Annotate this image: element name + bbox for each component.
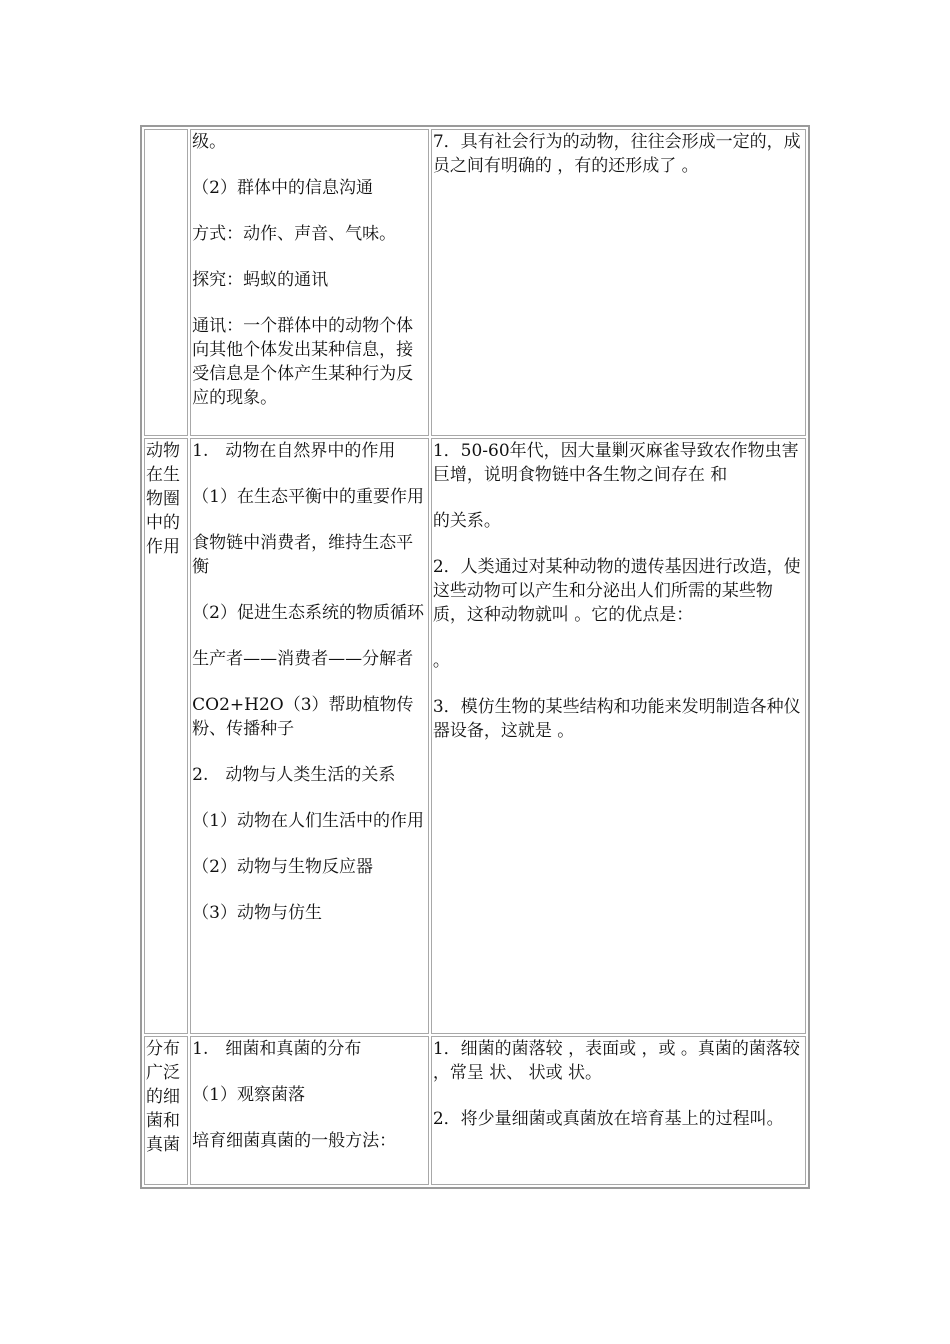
exercise-line: 1．细菌的菌落较 ，表面或 ，或 。真菌的菌落较 ，常呈 状、 状或 状。 bbox=[432, 1039, 800, 1083]
content-line: 级。 bbox=[192, 132, 227, 152]
exercise-line: 2．将少量细菌或真菌放在培育基上的过程叫。 bbox=[432, 1109, 784, 1129]
topic-cell: 分布广泛的细菌和真菌 bbox=[144, 1036, 188, 1185]
content-line: （1）在生态平衡中的重要作用 bbox=[192, 487, 424, 507]
content-line: 2. 动物与人类生活的关系 bbox=[192, 765, 396, 785]
content-line: （1）动物在人们生活中的作用 bbox=[192, 811, 424, 831]
exercise-line: 7．具有社会行为的动物，往往会形成一定的，成员之间有明确的 ，有的还形成了 。 bbox=[432, 132, 801, 176]
exercise-line: 3．模仿生物的某些结构和功能来发明制造各种仪器设备，这就是 。 bbox=[432, 697, 801, 741]
exercise-cell bbox=[431, 1036, 806, 1185]
table-row bbox=[144, 129, 806, 436]
content-line: （2）动物与生物反应器 bbox=[192, 857, 373, 877]
exercise-line: 的关系。 bbox=[432, 511, 501, 531]
content-line: 1. 动物在自然界中的作用 bbox=[192, 441, 396, 461]
topic-cell: 动物在生物圈中的作用 bbox=[144, 438, 188, 1034]
content-line: （2）群体中的信息沟通 bbox=[192, 178, 373, 198]
content-line: 生产者——消费者——分解者 bbox=[192, 649, 414, 669]
notes-table bbox=[140, 125, 810, 1189]
content-line: 1. 细菌和真菌的分布 bbox=[192, 1039, 362, 1059]
content-line: 通讯：一个群体中的动物个体向其他个体发出某种信息，接受信息是个体产生某种行为反应的现象。 bbox=[192, 316, 414, 408]
table-row bbox=[144, 438, 806, 1034]
content-line: （1）观察菌落 bbox=[192, 1085, 305, 1105]
content-line: CO2+H2O（3）帮助植物传粉、传播种子 bbox=[192, 695, 414, 739]
topic-cell bbox=[144, 129, 188, 436]
content-line: 探究：蚂蚁的通讯 bbox=[192, 270, 329, 290]
table-row bbox=[144, 1036, 806, 1185]
content-cell bbox=[190, 1036, 429, 1185]
exercise-cell bbox=[431, 438, 806, 1034]
exercise-line: 。 bbox=[432, 651, 450, 671]
content-cell bbox=[190, 438, 429, 1034]
exercise-line: 2．人类通过对某种动物的遗传基因进行改造，使这些动物可以产生和分泌出人们所需的某些物质，这种动物就叫 。它的优点是： bbox=[432, 557, 801, 625]
content-cell bbox=[190, 129, 429, 436]
content-line: 培育细菌真菌的一般方法： bbox=[192, 1131, 397, 1151]
exercise-line: 1．50-60年代，因大量剿灭麻雀导致农作物虫害巨增，说明食物链中各生物之间存在 和 bbox=[432, 441, 799, 485]
content-line: （3）动物与仿生 bbox=[192, 903, 322, 923]
content-line: 食物链中消费者，维持生态平衡 bbox=[192, 533, 414, 577]
content-line: 方式：动作、声音、气味。 bbox=[192, 224, 397, 244]
content-line: （2）促进生态系统的物质循环 bbox=[192, 603, 424, 623]
exercise-cell bbox=[431, 129, 806, 436]
